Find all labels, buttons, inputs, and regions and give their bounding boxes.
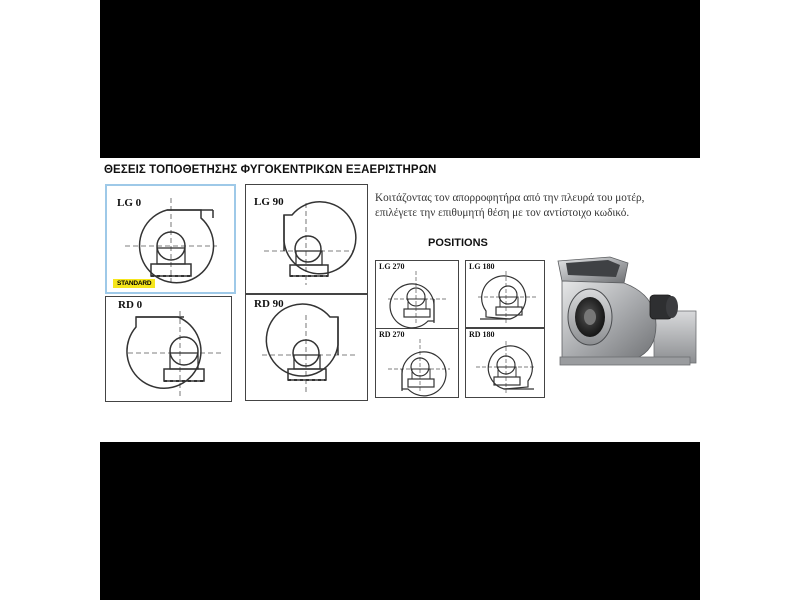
panel-rd-180 — [465, 328, 545, 398]
fan-diagram-lg-270-icon — [376, 261, 460, 331]
description-line-2: επιλέγετε την επιθυμητή θέση με τον αντίστοιχο κωδικό. — [375, 207, 630, 219]
panel-lg-90 — [245, 184, 368, 294]
panel-label: LG 180 — [469, 262, 495, 271]
bottom-black-bar — [100, 442, 700, 600]
description-line-1: Κοιτάζοντας τον απορροφητήρα από την πλευρά του μοτέρ, — [375, 192, 645, 204]
panel-label: LG 90 — [254, 196, 284, 208]
panel-rd-270 — [375, 328, 459, 398]
description-text — [375, 191, 697, 221]
top-black-bar — [100, 0, 700, 158]
panel-label: RD 180 — [469, 330, 495, 339]
positions-title: POSITIONS — [428, 237, 488, 249]
panel-label: LG 0 — [117, 197, 142, 209]
panel-rd-0 — [105, 296, 232, 402]
panel-lg-0 — [105, 184, 236, 294]
panel-lg-180 — [465, 260, 545, 328]
panel-label: RD 270 — [379, 330, 405, 339]
panel-label: RD 90 — [254, 298, 284, 310]
page-heading: ΘΕΣΕΙΣ ΤΟΠΟΘΕΤΗΣΗΣ ΦΥΓΟΚΕΝΤΡΙΚΩΝ ΕΞΑΕΡΙΣΤΗΡΩΝ — [104, 164, 437, 176]
panel-label: LG 270 — [379, 262, 405, 271]
panel-label: RD 0 — [118, 299, 143, 311]
panel-lg-270 — [375, 260, 459, 330]
fan-diagram-rd-90-icon — [246, 295, 369, 402]
fan-product-photo — [550, 253, 700, 373]
standard-badge: STANDARD — [113, 279, 155, 288]
content-area — [100, 158, 700, 442]
fan-diagram-rd-0-icon — [106, 297, 233, 403]
fan-diagram-rd-180-icon — [466, 329, 546, 399]
panel-rd-90 — [245, 294, 368, 401]
fan-diagram-lg-180-icon — [466, 261, 546, 329]
fan-diagram-rd-270-icon — [376, 329, 460, 399]
